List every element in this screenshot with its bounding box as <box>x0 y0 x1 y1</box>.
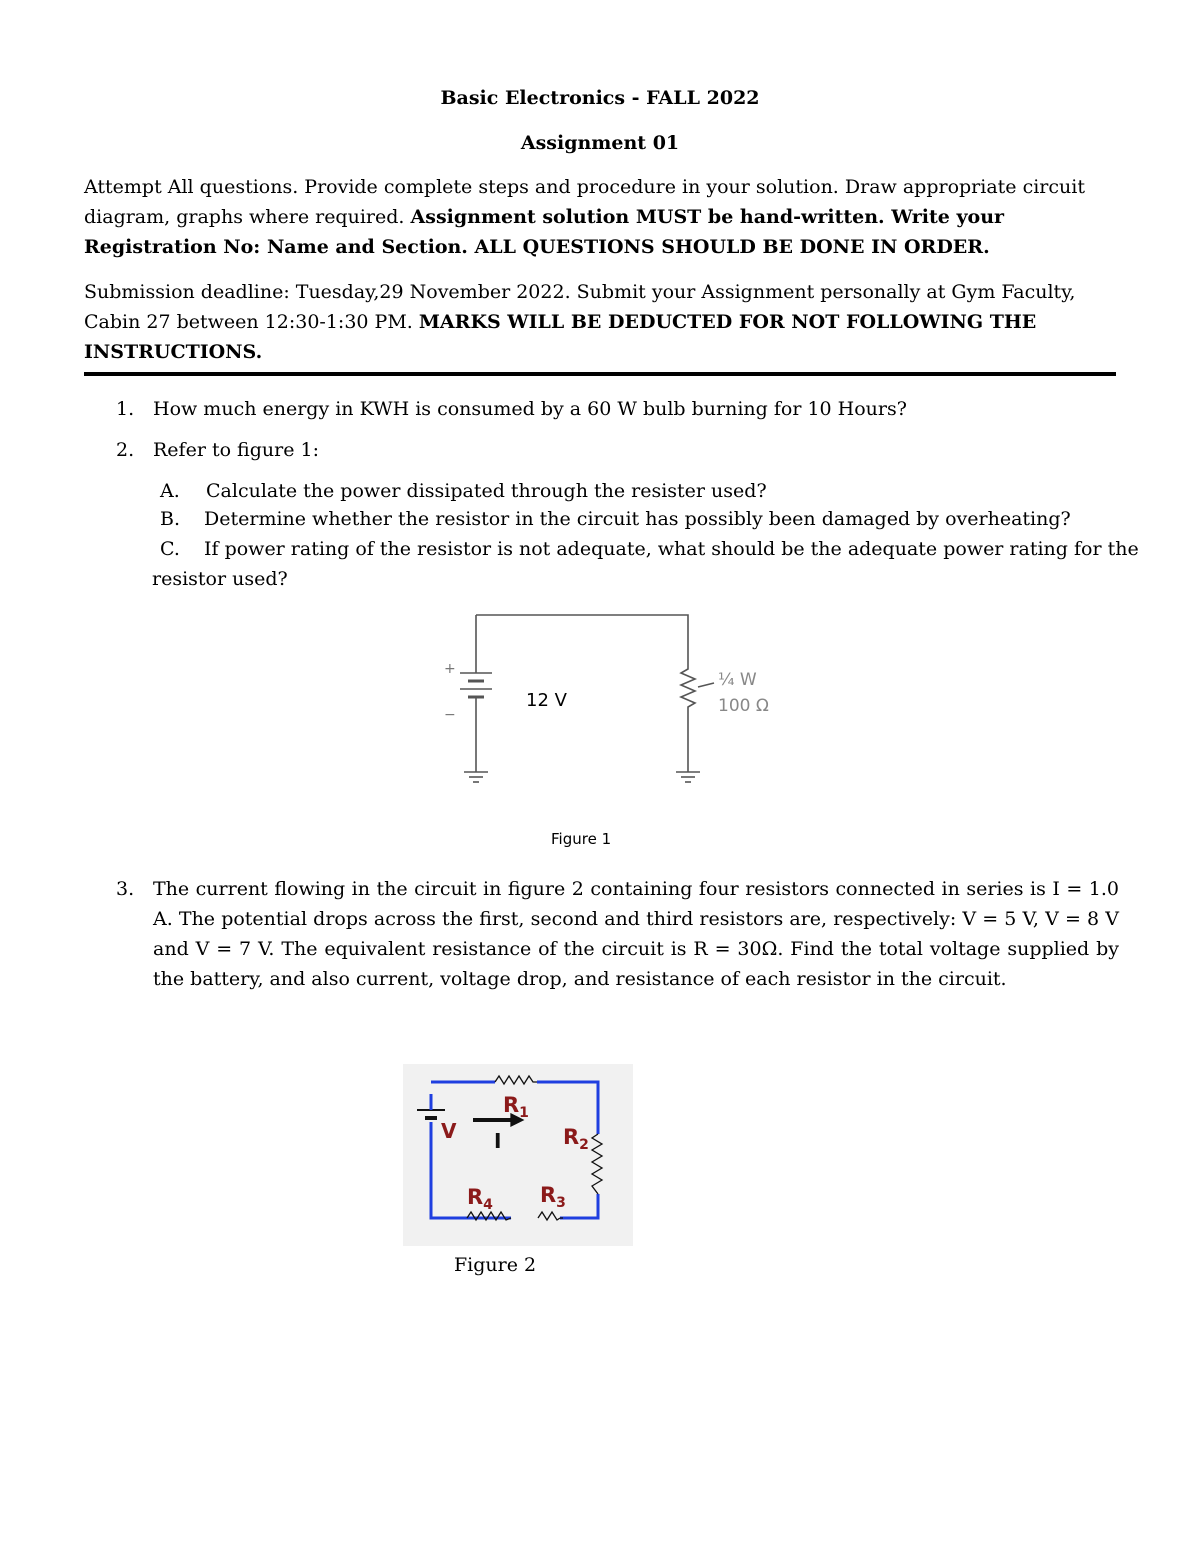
question-2b-label: B. <box>160 508 181 530</box>
resistor-power-label: ¼ W <box>718 670 757 690</box>
question-1-text: How much energy in KWH is consumed by a 60 W bulb burning for 10 Hours? <box>153 398 907 420</box>
figure-1-circuit <box>430 605 810 805</box>
battery-plus-sign: + <box>444 661 456 677</box>
battery-voltage-label: 12 V <box>526 690 567 711</box>
question-2a-text: Calculate the power dissipated through the resister used? <box>206 480 767 502</box>
figure-2-caption: Figure 2 <box>454 1254 537 1276</box>
question-2c-continuation: resistor used? <box>152 568 288 590</box>
question-2a-label: A. <box>160 480 180 502</box>
r3-label: $R_3$ <box>540 1183 566 1211</box>
figure-2-circuit <box>403 1064 633 1246</box>
figure-1-caption: Figure 1 <box>551 830 612 848</box>
r1-label: $R_1$ <box>503 1093 529 1121</box>
instructions-bold: Assignment solution MUST be hand-written. Write your Registration No: Name and Section. ALL QUESTIONS SHOULD BE DONE IN ORDER. <box>84 206 1005 258</box>
resistor-zigzag <box>681 665 695 772</box>
question-2-text: Refer to figure 1: <box>153 439 319 461</box>
question-3-number: 3. <box>116 878 135 900</box>
horizontal-rule <box>84 372 1116 376</box>
voltage-label: V <box>441 1119 457 1143</box>
question-2b-text: Determine whether the resistor in the circuit has possibly been damaged by overheating? <box>204 508 1071 530</box>
course-title: Basic Electronics - FALL 2022 <box>440 87 760 109</box>
instructions-text: Attempt All questions. Provide complete steps and procedure in your solution. Draw appropriate circuit diagram, graphs where required. <box>84 176 1085 228</box>
question-2c-label: C. <box>160 538 180 560</box>
instructions-paragraph <box>84 172 1119 262</box>
top-wire <box>476 615 688 673</box>
resistor-value-label: 100 Ω <box>718 696 769 716</box>
question-2c-text: If power rating of the resistor is not adequate, what should be the adequate power rating for the <box>204 538 1139 560</box>
deadline-bold: MARKS WILL BE DEDUCTED FOR NOT FOLLOWING THE INSTRUCTIONS. <box>84 311 1037 363</box>
r2-label: $R_2$ <box>563 1125 589 1153</box>
deadline-paragraph <box>84 277 1119 367</box>
question-2-number: 2. <box>116 439 135 461</box>
battery-minus-sign: − <box>444 707 456 723</box>
deadline-text: Submission deadline: Tuesday,29 November 2022. Submit your Assignment personally at Gym Faculty, Cabin 27 between 12:30-1:30 PM. <box>84 281 1076 333</box>
question-1-number: 1. <box>116 398 135 420</box>
question-3-text: The current flowing in the circuit in figure 2 containing four resistors connected in series is I = 1.0 A. The potential drops across the first, second and third resistors are, respectively: V = 5 V, V = 8 V and V = 7 V. The equivalent resistance of the circuit is R = 30Ω. Find the total voltage supplied by the battery, and also current, voltage drop, and resistance of each resistor in the circuit. <box>153 878 1119 990</box>
resistor-leader <box>698 683 714 687</box>
current-label: I <box>494 1129 502 1153</box>
assignment-title: Assignment 01 <box>520 132 680 154</box>
r4-label: $R_4$ <box>467 1185 493 1213</box>
